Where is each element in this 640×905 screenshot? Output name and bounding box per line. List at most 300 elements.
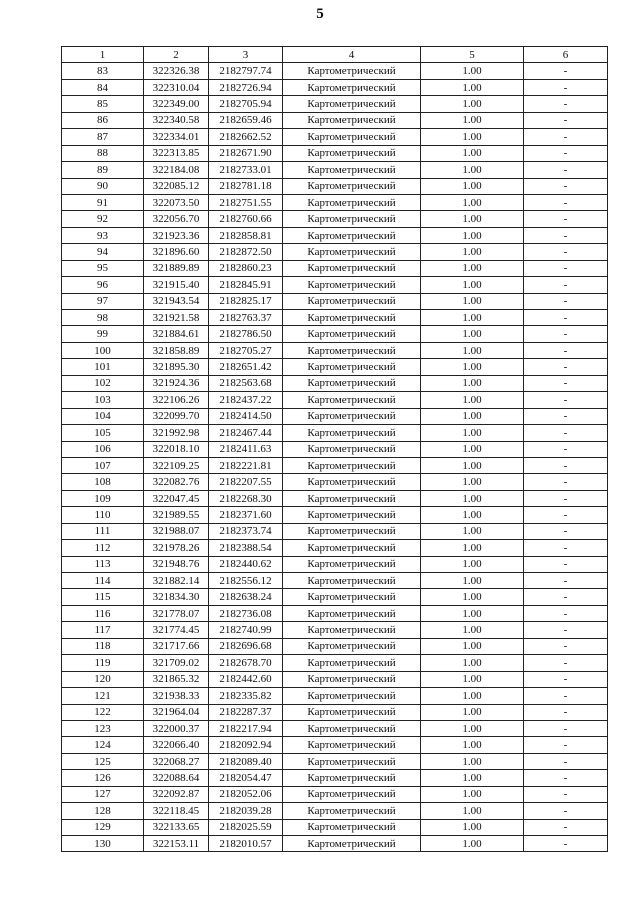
accuracy-cell: 1.00 <box>421 540 524 556</box>
x-coordinate-cell: 321989.55 <box>144 507 209 523</box>
description-cell: - <box>524 441 608 457</box>
point-number-cell: 109 <box>62 490 144 506</box>
method-cell: Картометрический <box>283 836 421 852</box>
point-number-cell: 96 <box>62 277 144 293</box>
description-cell: - <box>524 720 608 736</box>
method-cell: Картометрический <box>283 310 421 326</box>
point-number-cell: 100 <box>62 342 144 358</box>
description-cell: - <box>524 310 608 326</box>
description-cell: - <box>524 244 608 260</box>
table-row <box>62 359 608 375</box>
x-coordinate-cell: 322310.04 <box>144 79 209 95</box>
accuracy-cell: 1.00 <box>421 457 524 473</box>
point-number-cell: 122 <box>62 704 144 720</box>
x-coordinate-cell: 322056.70 <box>144 211 209 227</box>
y-coordinate-cell: 2182025.59 <box>209 819 283 835</box>
x-coordinate-cell: 322068.27 <box>144 753 209 769</box>
method-cell: Картометрический <box>283 408 421 424</box>
method-cell: Картометрический <box>283 523 421 539</box>
method-cell: Картометрический <box>283 803 421 819</box>
table-body <box>62 63 608 852</box>
point-number-cell: 129 <box>62 819 144 835</box>
coordinates-table <box>61 46 608 852</box>
x-coordinate-cell: 321943.54 <box>144 293 209 309</box>
y-coordinate-cell: 2182010.57 <box>209 836 283 852</box>
point-number-cell: 94 <box>62 244 144 260</box>
method-cell: Картометрический <box>283 277 421 293</box>
table-row <box>62 720 608 736</box>
table-row <box>62 737 608 753</box>
table-row <box>62 326 608 342</box>
method-cell: Картометрический <box>283 490 421 506</box>
method-cell: Картометрический <box>283 392 421 408</box>
x-coordinate-cell: 322018.10 <box>144 441 209 457</box>
accuracy-cell: 1.00 <box>421 392 524 408</box>
table-row <box>62 79 608 95</box>
method-cell: Картометрический <box>283 605 421 621</box>
x-coordinate-cell: 322088.64 <box>144 770 209 786</box>
accuracy-cell: 1.00 <box>421 803 524 819</box>
method-cell: Картометрический <box>283 194 421 210</box>
accuracy-cell: 1.00 <box>421 523 524 539</box>
method-cell: Картометрический <box>283 441 421 457</box>
x-coordinate-cell: 321938.33 <box>144 688 209 704</box>
column-header: 1 <box>62 47 144 63</box>
table-row <box>62 310 608 326</box>
point-number-cell: 101 <box>62 359 144 375</box>
accuracy-cell: 1.00 <box>421 474 524 490</box>
x-coordinate-cell: 321774.45 <box>144 622 209 638</box>
description-cell: - <box>524 704 608 720</box>
point-number-cell: 111 <box>62 523 144 539</box>
y-coordinate-cell: 2182733.01 <box>209 162 283 178</box>
method-cell: Картометрический <box>283 96 421 112</box>
description-cell: - <box>524 556 608 572</box>
point-number-cell: 86 <box>62 112 144 128</box>
column-header: 4 <box>283 47 421 63</box>
accuracy-cell: 1.00 <box>421 129 524 145</box>
accuracy-cell: 1.00 <box>421 556 524 572</box>
description-cell: - <box>524 178 608 194</box>
point-number-cell: 102 <box>62 375 144 391</box>
method-cell: Картометрический <box>283 688 421 704</box>
point-number-cell: 112 <box>62 540 144 556</box>
accuracy-cell: 1.00 <box>421 737 524 753</box>
y-coordinate-cell: 2182736.08 <box>209 605 283 621</box>
method-cell: Картометрический <box>283 474 421 490</box>
y-coordinate-cell: 2182039.28 <box>209 803 283 819</box>
table-row <box>62 671 608 687</box>
description-cell: - <box>524 490 608 506</box>
description-cell: - <box>524 753 608 769</box>
point-number-cell: 110 <box>62 507 144 523</box>
y-coordinate-cell: 2182437.22 <box>209 392 283 408</box>
accuracy-cell: 1.00 <box>421 145 524 161</box>
method-cell: Картометрический <box>283 211 421 227</box>
description-cell: - <box>524 112 608 128</box>
accuracy-cell: 1.00 <box>421 211 524 227</box>
y-coordinate-cell: 2182696.68 <box>209 638 283 654</box>
description-cell: - <box>524 688 608 704</box>
point-number-cell: 105 <box>62 425 144 441</box>
table-row <box>62 96 608 112</box>
table-row <box>62 638 608 654</box>
y-coordinate-cell: 2182705.94 <box>209 96 283 112</box>
accuracy-cell: 1.00 <box>421 441 524 457</box>
accuracy-cell: 1.00 <box>421 326 524 342</box>
method-cell: Картометрический <box>283 507 421 523</box>
method-cell: Картометрический <box>283 556 421 572</box>
table-row <box>62 63 608 79</box>
point-number-cell: 99 <box>62 326 144 342</box>
x-coordinate-cell: 321915.40 <box>144 277 209 293</box>
method-cell: Картометрический <box>283 704 421 720</box>
accuracy-cell: 1.00 <box>421 720 524 736</box>
point-number-cell: 84 <box>62 79 144 95</box>
y-coordinate-cell: 2182705.27 <box>209 342 283 358</box>
method-cell: Картометрический <box>283 655 421 671</box>
table-row <box>62 605 608 621</box>
description-cell: - <box>524 671 608 687</box>
table-row <box>62 507 608 523</box>
x-coordinate-cell: 322073.50 <box>144 194 209 210</box>
description-cell: - <box>524 770 608 786</box>
x-coordinate-cell: 321896.60 <box>144 244 209 260</box>
table-row <box>62 178 608 194</box>
y-coordinate-cell: 2182781.18 <box>209 178 283 194</box>
column-header: 6 <box>524 47 608 63</box>
method-cell: Картометрический <box>283 326 421 342</box>
x-coordinate-cell: 321717.66 <box>144 638 209 654</box>
description-cell: - <box>524 375 608 391</box>
x-coordinate-cell: 321964.04 <box>144 704 209 720</box>
accuracy-cell: 1.00 <box>421 490 524 506</box>
description-cell: - <box>524 260 608 276</box>
table-row <box>62 277 608 293</box>
description-cell: - <box>524 194 608 210</box>
method-cell: Картометрический <box>283 145 421 161</box>
point-number-cell: 123 <box>62 720 144 736</box>
point-number-cell: 83 <box>62 63 144 79</box>
method-cell: Картометрический <box>283 737 421 753</box>
accuracy-cell: 1.00 <box>421 819 524 835</box>
y-coordinate-cell: 2182845.91 <box>209 277 283 293</box>
point-number-cell: 98 <box>62 310 144 326</box>
accuracy-cell: 1.00 <box>421 688 524 704</box>
table-row <box>62 573 608 589</box>
method-cell: Картометрический <box>283 260 421 276</box>
table-row <box>62 162 608 178</box>
point-number-cell: 126 <box>62 770 144 786</box>
method-cell: Картометрический <box>283 753 421 769</box>
point-number-cell: 103 <box>62 392 144 408</box>
table-row <box>62 622 608 638</box>
y-coordinate-cell: 2182751.55 <box>209 194 283 210</box>
table-row <box>62 474 608 490</box>
y-coordinate-cell: 2182740.99 <box>209 622 283 638</box>
table-row <box>62 770 608 786</box>
table-row <box>62 392 608 408</box>
x-coordinate-cell: 322092.87 <box>144 786 209 802</box>
table-row <box>62 540 608 556</box>
table-row <box>62 803 608 819</box>
method-cell: Картометрический <box>283 129 421 145</box>
method-cell: Картометрический <box>283 786 421 802</box>
description-cell: - <box>524 79 608 95</box>
accuracy-cell: 1.00 <box>421 63 524 79</box>
y-coordinate-cell: 2182217.94 <box>209 720 283 736</box>
table-row <box>62 655 608 671</box>
y-coordinate-cell: 2182411.63 <box>209 441 283 457</box>
description-cell: - <box>524 96 608 112</box>
description-cell: - <box>524 457 608 473</box>
accuracy-cell: 1.00 <box>421 194 524 210</box>
x-coordinate-cell: 322133.65 <box>144 819 209 835</box>
point-number-cell: 115 <box>62 589 144 605</box>
table-row <box>62 688 608 704</box>
table-row <box>62 753 608 769</box>
x-coordinate-cell: 322082.76 <box>144 474 209 490</box>
y-coordinate-cell: 2182221.81 <box>209 457 283 473</box>
table-row <box>62 375 608 391</box>
description-cell: - <box>524 803 608 819</box>
y-coordinate-cell: 2182763.37 <box>209 310 283 326</box>
table-row <box>62 704 608 720</box>
x-coordinate-cell: 322047.45 <box>144 490 209 506</box>
y-coordinate-cell: 2182414.50 <box>209 408 283 424</box>
point-number-cell: 121 <box>62 688 144 704</box>
x-coordinate-cell: 321778.07 <box>144 605 209 621</box>
method-cell: Картометрический <box>283 178 421 194</box>
y-coordinate-cell: 2182287.37 <box>209 704 283 720</box>
x-coordinate-cell: 322334.01 <box>144 129 209 145</box>
point-number-cell: 87 <box>62 129 144 145</box>
accuracy-cell: 1.00 <box>421 425 524 441</box>
accuracy-cell: 1.00 <box>421 162 524 178</box>
y-coordinate-cell: 2182052.06 <box>209 786 283 802</box>
x-coordinate-cell: 322153.11 <box>144 836 209 852</box>
method-cell: Картометрический <box>283 112 421 128</box>
description-cell: - <box>524 737 608 753</box>
y-coordinate-cell: 2182678.70 <box>209 655 283 671</box>
x-coordinate-cell: 322184.08 <box>144 162 209 178</box>
table-row <box>62 836 608 852</box>
x-coordinate-cell: 321895.30 <box>144 359 209 375</box>
y-coordinate-cell: 2182335.82 <box>209 688 283 704</box>
accuracy-cell: 1.00 <box>421 408 524 424</box>
description-cell: - <box>524 342 608 358</box>
description-cell: - <box>524 655 608 671</box>
accuracy-cell: 1.00 <box>421 310 524 326</box>
point-number-cell: 116 <box>62 605 144 621</box>
y-coordinate-cell: 2182092.94 <box>209 737 283 753</box>
description-cell: - <box>524 63 608 79</box>
accuracy-cell: 1.00 <box>421 671 524 687</box>
y-coordinate-cell: 2182556.12 <box>209 573 283 589</box>
method-cell: Картометрический <box>283 425 421 441</box>
y-coordinate-cell: 2182659.46 <box>209 112 283 128</box>
accuracy-cell: 1.00 <box>421 638 524 654</box>
method-cell: Картометрический <box>283 819 421 835</box>
x-coordinate-cell: 322349.00 <box>144 96 209 112</box>
description-cell: - <box>524 162 608 178</box>
accuracy-cell: 1.00 <box>421 622 524 638</box>
description-cell: - <box>524 129 608 145</box>
table-row <box>62 786 608 802</box>
table-row <box>62 293 608 309</box>
method-cell: Картометрический <box>283 63 421 79</box>
x-coordinate-cell: 322066.40 <box>144 737 209 753</box>
description-cell: - <box>524 145 608 161</box>
description-cell: - <box>524 573 608 589</box>
accuracy-cell: 1.00 <box>421 786 524 802</box>
x-coordinate-cell: 321921.58 <box>144 310 209 326</box>
column-header: 3 <box>209 47 283 63</box>
y-coordinate-cell: 2182388.54 <box>209 540 283 556</box>
x-coordinate-cell: 322326.38 <box>144 63 209 79</box>
description-cell: - <box>524 507 608 523</box>
point-number-cell: 92 <box>62 211 144 227</box>
x-coordinate-cell: 321992.98 <box>144 425 209 441</box>
description-cell: - <box>524 359 608 375</box>
point-number-cell: 124 <box>62 737 144 753</box>
y-coordinate-cell: 2182207.55 <box>209 474 283 490</box>
method-cell: Картометрический <box>283 770 421 786</box>
column-header: 2 <box>144 47 209 63</box>
y-coordinate-cell: 2182371.60 <box>209 507 283 523</box>
table-row <box>62 112 608 128</box>
accuracy-cell: 1.00 <box>421 836 524 852</box>
x-coordinate-cell: 322340.58 <box>144 112 209 128</box>
description-cell: - <box>524 474 608 490</box>
table-row <box>62 342 608 358</box>
table-row <box>62 260 608 276</box>
point-number-cell: 120 <box>62 671 144 687</box>
description-cell: - <box>524 523 608 539</box>
description-cell: - <box>524 836 608 852</box>
table-header-row <box>62 47 608 63</box>
x-coordinate-cell: 322085.12 <box>144 178 209 194</box>
method-cell: Картометрический <box>283 457 421 473</box>
accuracy-cell: 1.00 <box>421 573 524 589</box>
x-coordinate-cell: 321924.36 <box>144 375 209 391</box>
method-cell: Картометрический <box>283 638 421 654</box>
accuracy-cell: 1.00 <box>421 359 524 375</box>
method-cell: Картометрический <box>283 244 421 260</box>
description-cell: - <box>524 540 608 556</box>
y-coordinate-cell: 2182651.42 <box>209 359 283 375</box>
description-cell: - <box>524 227 608 243</box>
accuracy-cell: 1.00 <box>421 244 524 260</box>
method-cell: Картометрический <box>283 622 421 638</box>
method-cell: Картометрический <box>283 293 421 309</box>
description-cell: - <box>524 786 608 802</box>
x-coordinate-cell: 321923.36 <box>144 227 209 243</box>
point-number-cell: 127 <box>62 786 144 802</box>
method-cell: Картометрический <box>283 720 421 736</box>
y-coordinate-cell: 2182054.47 <box>209 770 283 786</box>
table-row <box>62 425 608 441</box>
accuracy-cell: 1.00 <box>421 589 524 605</box>
table-row <box>62 490 608 506</box>
table-row <box>62 408 608 424</box>
point-number-cell: 119 <box>62 655 144 671</box>
point-number-cell: 130 <box>62 836 144 852</box>
method-cell: Картометрический <box>283 573 421 589</box>
x-coordinate-cell: 321865.32 <box>144 671 209 687</box>
point-number-cell: 113 <box>62 556 144 572</box>
table-row <box>62 441 608 457</box>
x-coordinate-cell: 322118.45 <box>144 803 209 819</box>
method-cell: Картометрический <box>283 540 421 556</box>
x-coordinate-cell: 322313.85 <box>144 145 209 161</box>
y-coordinate-cell: 2182089.40 <box>209 753 283 769</box>
table-row <box>62 145 608 161</box>
accuracy-cell: 1.00 <box>421 770 524 786</box>
accuracy-cell: 1.00 <box>421 605 524 621</box>
x-coordinate-cell: 321978.26 <box>144 540 209 556</box>
accuracy-cell: 1.00 <box>421 112 524 128</box>
table-row <box>62 523 608 539</box>
description-cell: - <box>524 211 608 227</box>
point-number-cell: 108 <box>62 474 144 490</box>
accuracy-cell: 1.00 <box>421 704 524 720</box>
y-coordinate-cell: 2182797.74 <box>209 63 283 79</box>
description-cell: - <box>524 392 608 408</box>
description-cell: - <box>524 425 608 441</box>
method-cell: Картометрический <box>283 375 421 391</box>
x-coordinate-cell: 321858.89 <box>144 342 209 358</box>
point-number-cell: 117 <box>62 622 144 638</box>
method-cell: Картометрический <box>283 671 421 687</box>
x-coordinate-cell: 321882.14 <box>144 573 209 589</box>
y-coordinate-cell: 2182268.30 <box>209 490 283 506</box>
x-coordinate-cell: 321889.89 <box>144 260 209 276</box>
accuracy-cell: 1.00 <box>421 507 524 523</box>
accuracy-cell: 1.00 <box>421 79 524 95</box>
description-cell: - <box>524 589 608 605</box>
method-cell: Картометрический <box>283 589 421 605</box>
accuracy-cell: 1.00 <box>421 753 524 769</box>
description-cell: - <box>524 819 608 835</box>
table-row <box>62 129 608 145</box>
table-row <box>62 589 608 605</box>
accuracy-cell: 1.00 <box>421 227 524 243</box>
point-number-cell: 125 <box>62 753 144 769</box>
x-coordinate-cell: 322106.26 <box>144 392 209 408</box>
x-coordinate-cell: 321948.76 <box>144 556 209 572</box>
description-cell: - <box>524 638 608 654</box>
y-coordinate-cell: 2182440.62 <box>209 556 283 572</box>
column-header: 5 <box>421 47 524 63</box>
y-coordinate-cell: 2182638.24 <box>209 589 283 605</box>
point-number-cell: 89 <box>62 162 144 178</box>
accuracy-cell: 1.00 <box>421 260 524 276</box>
point-number-cell: 104 <box>62 408 144 424</box>
y-coordinate-cell: 2182563.68 <box>209 375 283 391</box>
x-coordinate-cell: 321834.30 <box>144 589 209 605</box>
point-number-cell: 114 <box>62 573 144 589</box>
accuracy-cell: 1.00 <box>421 342 524 358</box>
x-coordinate-cell: 321988.07 <box>144 523 209 539</box>
accuracy-cell: 1.00 <box>421 293 524 309</box>
point-number-cell: 85 <box>62 96 144 112</box>
x-coordinate-cell: 322109.25 <box>144 457 209 473</box>
x-coordinate-cell: 321709.02 <box>144 655 209 671</box>
accuracy-cell: 1.00 <box>421 96 524 112</box>
y-coordinate-cell: 2182760.66 <box>209 211 283 227</box>
point-number-cell: 97 <box>62 293 144 309</box>
